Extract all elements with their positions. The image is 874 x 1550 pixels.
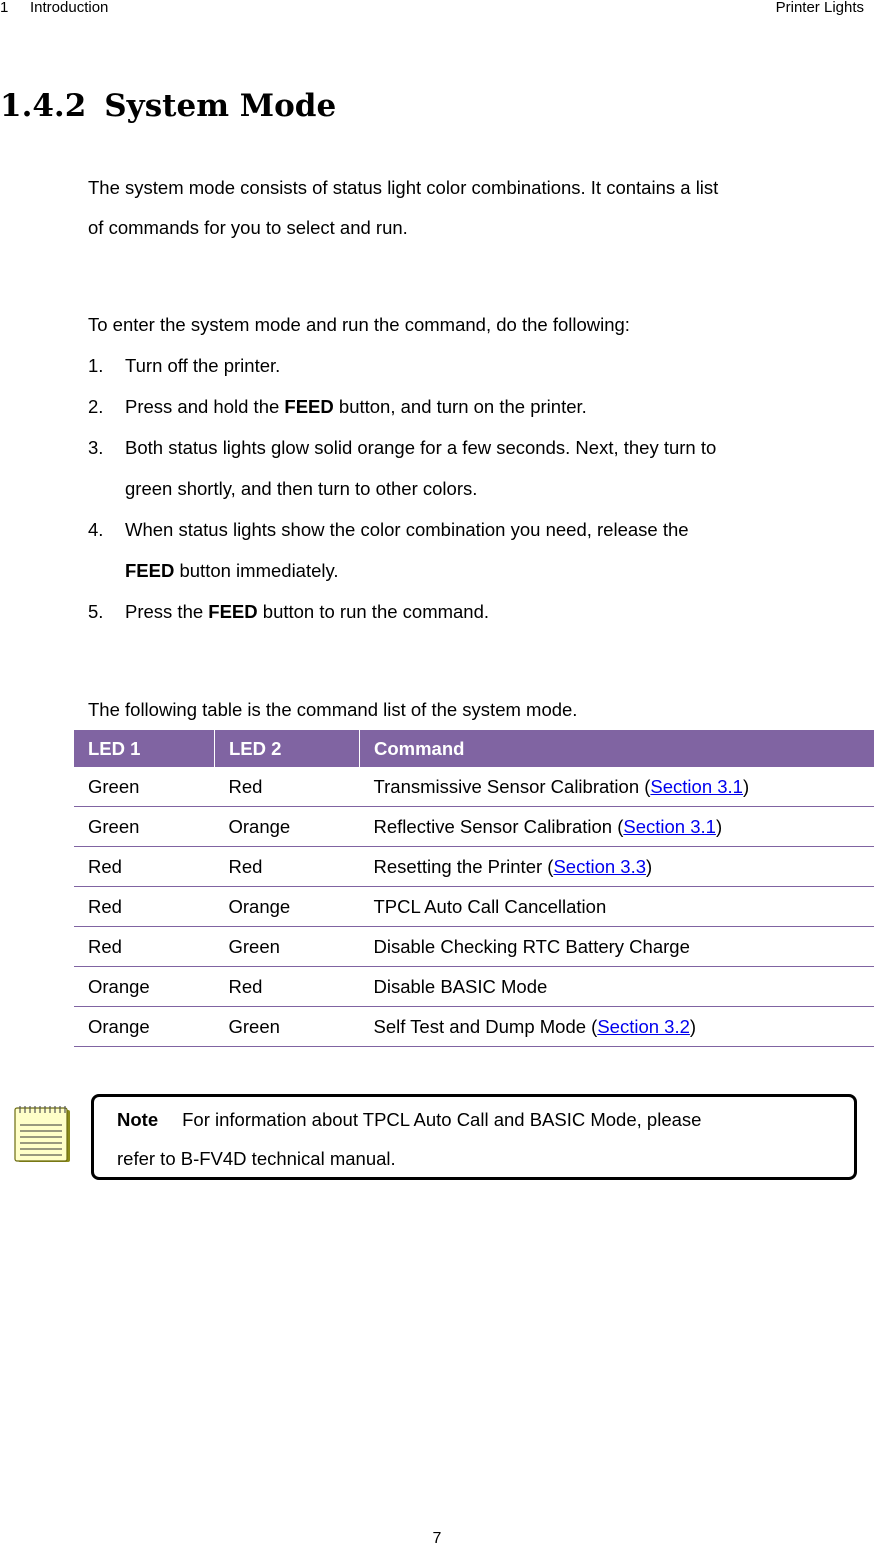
header-section: Printer Lights (775, 0, 864, 16)
step-text: button to run the command. (257, 601, 490, 622)
table-header-row (74, 730, 874, 767)
feed-button-label: FEED (125, 560, 175, 581)
cell-led2: Red (215, 847, 360, 887)
step-item (88, 427, 874, 509)
header-led1: LED 1 (74, 730, 215, 767)
table-row (74, 1007, 874, 1047)
cell-command: Reflective Sensor Calibration (Section 3.1) (360, 807, 874, 847)
note-line-2: refer to B-FV4D technical manual. (117, 1148, 396, 1169)
cell-led2: Red (215, 767, 360, 807)
step-item (88, 591, 874, 632)
step-item (88, 345, 874, 386)
step-item (88, 509, 874, 591)
intro-line-1: The system mode consists of status light color combinations. It contains a list (88, 177, 719, 198)
step-text: Press the (125, 601, 209, 622)
step-text: button, and turn on the printer. (333, 396, 587, 417)
cell-command: Disable BASIC Mode (360, 967, 874, 1007)
header-command: Command (360, 730, 874, 767)
section-link[interactable]: Section 3.1 (650, 775, 743, 797)
cell-led1: Green (74, 767, 215, 807)
step-number: 1. (88, 355, 104, 376)
step-text: button immediately. (174, 560, 339, 581)
step-text-line-1: When status lights show the color combination you need, release the (125, 519, 689, 540)
cell-led2: Orange (215, 887, 360, 927)
table-intro: The following table is the command list of the system mode. (88, 699, 578, 720)
cell-command: Self Test and Dump Mode (Section 3.2) (360, 1007, 874, 1047)
step-number: 5. (88, 601, 104, 622)
cell-led1: Orange (74, 967, 215, 1007)
note-line-1: For information about TPCL Auto Call and BASIC Mode, please (182, 1109, 702, 1130)
note-text (117, 1100, 837, 1178)
step-text-line-2: green shortly, and then turn to other colors. (125, 478, 478, 499)
table-row (74, 927, 874, 967)
chapter-title: Introduction (30, 0, 109, 16)
step-number: 3. (88, 437, 104, 458)
notepad-icon (14, 1105, 74, 1167)
step-number: 2. (88, 396, 104, 417)
cell-command: Resetting the Printer (Section 3.3) (360, 847, 874, 887)
cell-led1: Orange (74, 1007, 215, 1047)
intro-paragraph (88, 168, 874, 248)
page-header (0, 0, 874, 20)
system-mode-command-table (74, 730, 874, 1047)
table-row (74, 847, 874, 887)
table-row (74, 807, 874, 847)
table-row (74, 967, 874, 1007)
cell-led1: Green (74, 807, 215, 847)
section-title (0, 88, 336, 124)
section-number: 1.4.2 (0, 88, 87, 124)
cell-led1: Red (74, 847, 215, 887)
cell-led2: Orange (215, 807, 360, 847)
cell-led2: Green (215, 927, 360, 967)
cell-command: Transmissive Sensor Calibration (Section 3.1) (360, 767, 874, 807)
cell-led1: Red (74, 887, 215, 927)
instructions-lead: To enter the system mode and run the command, do the following: (88, 314, 630, 335)
cell-led2: Red (215, 967, 360, 1007)
cell-led2: Green (215, 1007, 360, 1047)
section-title-text: System Mode (104, 88, 337, 124)
step-text: Turn off the printer. (125, 355, 281, 376)
step-item (88, 386, 874, 427)
step-text: Press and hold the (125, 396, 285, 417)
cell-command: Disable Checking RTC Battery Charge (360, 927, 874, 967)
cell-command: TPCL Auto Call Cancellation (360, 887, 874, 927)
intro-line-2: of commands for you to select and run. (88, 217, 408, 238)
section-link[interactable]: Section 3.3 (553, 855, 647, 877)
note-label: Note (117, 1109, 159, 1130)
page-number: 7 (432, 1530, 442, 1547)
table-row (74, 887, 874, 927)
step-text-line-1: Both status lights glow solid orange for a few seconds. Next, they turn to (125, 437, 717, 458)
steps-list (88, 345, 874, 632)
feed-button-label: FEED (208, 601, 258, 622)
section-link[interactable]: Section 3.1 (623, 815, 716, 837)
section-link[interactable]: Section 3.2 (597, 1015, 690, 1037)
chapter-number: 1 (0, 0, 9, 16)
table-row (74, 767, 874, 807)
header-led2: LED 2 (215, 730, 360, 767)
feed-button-label: FEED (284, 396, 334, 417)
cell-led1: Red (74, 927, 215, 967)
step-number: 4. (88, 519, 104, 540)
